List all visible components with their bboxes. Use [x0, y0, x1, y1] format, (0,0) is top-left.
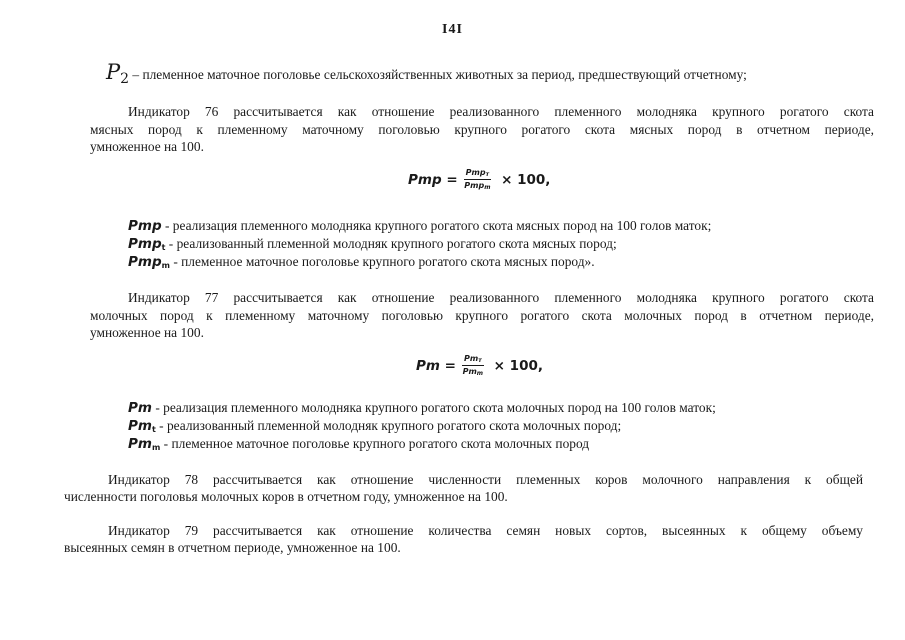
formula-pmp-multiplier: × 100, [501, 171, 551, 188]
formula-pmp-lhs: Pmp = [408, 171, 458, 188]
ind78-line2: численности поголовья молочных коров в отчетном году, умноженное на 100. [64, 489, 508, 504]
ind76-line2: мясных пород к племенному маточному поголовью крупного рогатого скота мясных пород в отчетном периоде, [90, 122, 874, 137]
p2-definition [106, 60, 747, 88]
def-pm: Pm - реализация племенного молодняка крупного рогатого скота молочных пород на 100 голов маток; [128, 400, 716, 416]
p2-definition-text: – племенное маточное поголовье сельскохозяйственных животных за период, предшествующий отчетному; [129, 67, 747, 82]
def-pmp-m: Pmp$_m$ - племенное маточное поголовье крупного рогатого скота мясных пород». [128, 254, 595, 270]
ind76-line1: Индикатор 76 рассчитывается как отношение реализованного племенного молодняка крупного рогатого скота [128, 104, 874, 119]
formula-pmp-fraction: $\frac{Pmp_т}{Pmp_m}$ [464, 168, 491, 191]
ind77-line2: молочных пород к племенному маточному поголовью крупного рогатого скота молочных пород в отчетном периоде, [90, 308, 874, 323]
formula-pm-multiplier: × 100, [493, 357, 543, 374]
def-pmp-t: Pmp$_t$ - реализованный племенной молодняк крупного рогатого скота мясных пород; [128, 236, 617, 252]
def-pmp: Pmp - реализация племенного молодняка крупного рогатого скота мясных пород на 100 голов маток; [128, 218, 712, 234]
formula-pm [416, 354, 543, 377]
ind79-line2: высеянных семян в отчетном периоде, умноженное на 100. [64, 540, 401, 555]
page-number: I4I [442, 22, 463, 37]
formula-pmp [408, 168, 550, 191]
formula-pm-fraction: $\frac{Pm_т}{Pm_m}$ [462, 354, 484, 377]
ind76-line3: умноженное на 100. [90, 139, 204, 154]
ind79-line1: Индикатор 79 рассчитывается как отношение количества семян новых сортов, высеянных к общему объему [108, 523, 863, 538]
p2-symbol: $P_2$ [106, 60, 130, 87]
def-pm-t: $Pm_t$ - реализованный племенной молодняк крупного рогатого скота молочных пород; [128, 418, 622, 434]
formula-pm-lhs: Pm = [416, 357, 456, 374]
def-pm-m: $Pm_m$ - племенное маточное поголовье крупного рогатого скота молочных пород [128, 436, 590, 452]
ind78-line1: Индикатор 78 рассчитывается как отношение численности племенных коров молочного направления к общей [108, 472, 863, 487]
ind77-line1: Индикатор 77 рассчитывается как отношение реализованного племенного молодняка крупного рогатого скота [128, 290, 874, 305]
ind77-line3: умноженное на 100. [90, 325, 204, 340]
